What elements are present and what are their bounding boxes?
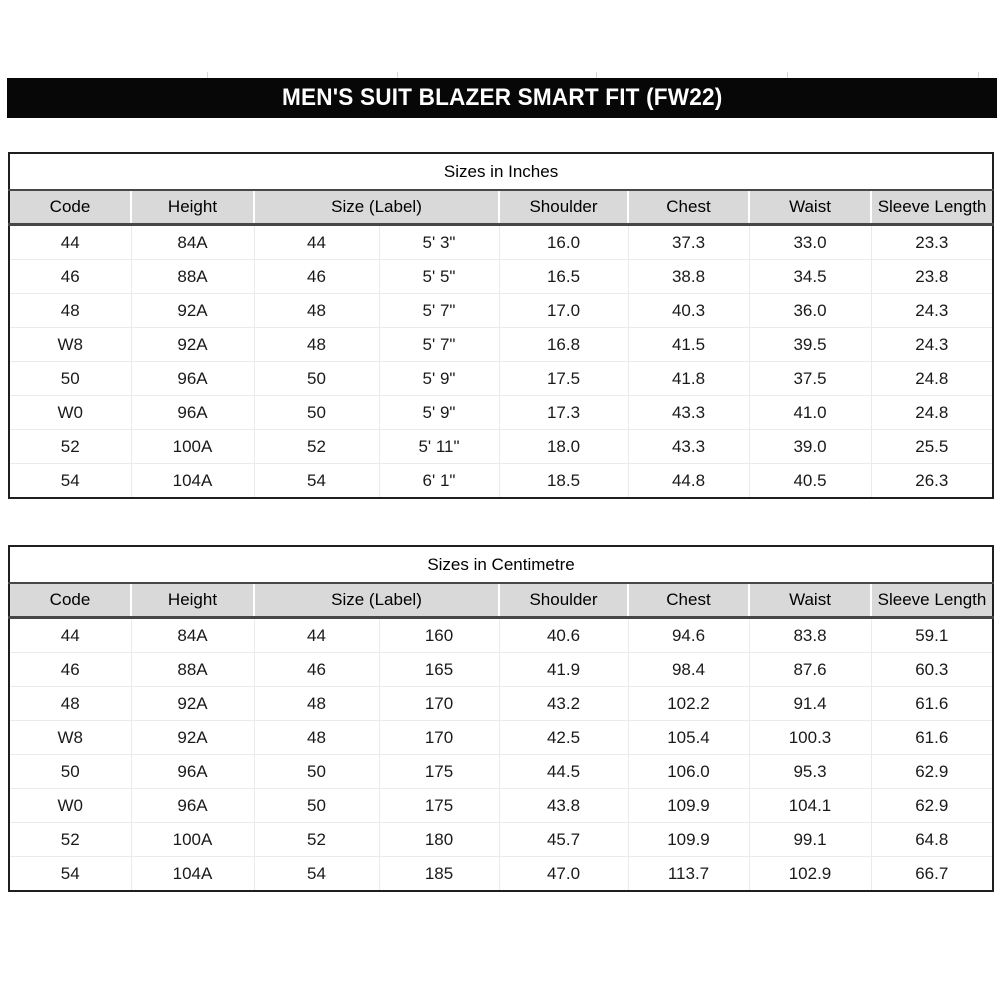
table-cell: 16.8 [499, 328, 628, 362]
table-cell: 39.5 [749, 328, 871, 362]
table-cell: 6' 1" [379, 464, 499, 499]
table-cell: 96A [131, 362, 254, 396]
table-cell: 52 [254, 823, 379, 857]
table-cell: 59.1 [871, 618, 993, 653]
table-cell: 104.1 [749, 789, 871, 823]
table-cell: 48 [254, 294, 379, 328]
table-cell: 50 [254, 396, 379, 430]
table-cell: 83.8 [749, 618, 871, 653]
table-title: Sizes in Centimetre [9, 546, 993, 583]
table-cell: 37.3 [628, 225, 749, 260]
table-cell: 96A [131, 755, 254, 789]
table-row [9, 653, 993, 687]
table-cell: 64.8 [871, 823, 993, 857]
table-cell: W0 [9, 789, 131, 823]
size-grid [8, 152, 994, 499]
table-cell: 91.4 [749, 687, 871, 721]
table-cell: 46 [9, 653, 131, 687]
table-cell: 43.2 [499, 687, 628, 721]
table-cell: 5' 5" [379, 260, 499, 294]
column-header-height: Height [131, 583, 254, 618]
table-cell: W8 [9, 721, 131, 755]
table-cell: 104A [131, 464, 254, 499]
table-cell: 100A [131, 430, 254, 464]
table-cell: 92A [131, 294, 254, 328]
table-cell: 61.6 [871, 721, 993, 755]
table-cell: 5' 7" [379, 294, 499, 328]
table-cell: 54 [9, 857, 131, 892]
table-cell: 52 [254, 430, 379, 464]
table-cell: 48 [9, 687, 131, 721]
size-grid [8, 545, 994, 892]
column-header-shoulder: Shoulder [499, 583, 628, 618]
table-cell: 5' 9" [379, 396, 499, 430]
table-cell: 36.0 [749, 294, 871, 328]
size-table-centimetre [8, 545, 992, 892]
table-cell: 41.9 [499, 653, 628, 687]
table-cell: 54 [9, 464, 131, 499]
table-cell: 25.5 [871, 430, 993, 464]
table-cell: 18.5 [499, 464, 628, 499]
table-cell: 88A [131, 260, 254, 294]
table-cell: 104A [131, 857, 254, 892]
table-cell: 46 [254, 260, 379, 294]
column-header-chest: Chest [628, 190, 749, 225]
table-cell: 45.7 [499, 823, 628, 857]
table-cell: 96A [131, 789, 254, 823]
table-cell: 38.8 [628, 260, 749, 294]
table-cell: 44.8 [628, 464, 749, 499]
table-cell: 5' 11" [379, 430, 499, 464]
table-cell: 17.5 [499, 362, 628, 396]
column-header-shoulder: Shoulder [499, 190, 628, 225]
table-cell: 92A [131, 687, 254, 721]
table-row [9, 260, 993, 294]
table-cell: 95.3 [749, 755, 871, 789]
table-cell: 52 [9, 430, 131, 464]
table-row [9, 294, 993, 328]
table-cell: W8 [9, 328, 131, 362]
table-cell: 185 [379, 857, 499, 892]
title-banner [7, 78, 997, 118]
table-cell: 24.8 [871, 396, 993, 430]
table-cell: 48 [254, 721, 379, 755]
table-cell: 88A [131, 653, 254, 687]
table-row [9, 755, 993, 789]
table-cell: 5' 7" [379, 328, 499, 362]
table-row [9, 687, 993, 721]
table-cell: 16.0 [499, 225, 628, 260]
column-header-height: Height [131, 190, 254, 225]
table-cell: 41.5 [628, 328, 749, 362]
size-table-inches [8, 152, 992, 499]
table-row [9, 362, 993, 396]
table-cell: 40.3 [628, 294, 749, 328]
table-cell: 24.3 [871, 328, 993, 362]
table-cell: 33.0 [749, 225, 871, 260]
table-cell: 5' 3" [379, 225, 499, 260]
table-cell: 44 [254, 618, 379, 653]
table-cell: 160 [379, 618, 499, 653]
table-cell: 46 [254, 653, 379, 687]
column-header-waist: Waist [749, 190, 871, 225]
table-cell: 26.3 [871, 464, 993, 499]
table-cell: 40.6 [499, 618, 628, 653]
table-cell: 50 [9, 362, 131, 396]
table-cell: 62.9 [871, 755, 993, 789]
table-cell: 98.4 [628, 653, 749, 687]
table-cell: 37.5 [749, 362, 871, 396]
column-header-code: Code [9, 190, 131, 225]
table-cell: 17.0 [499, 294, 628, 328]
column-header-size-label: Size (Label) [254, 190, 499, 225]
table-cell: 60.3 [871, 653, 993, 687]
table-cell: 62.9 [871, 789, 993, 823]
table-cell: 23.8 [871, 260, 993, 294]
column-header-sleeve-length: Sleeve Length [871, 583, 993, 618]
table-row [9, 430, 993, 464]
table-cell: 48 [254, 328, 379, 362]
table-cell: 92A [131, 721, 254, 755]
table-cell: 16.5 [499, 260, 628, 294]
table-cell: 165 [379, 653, 499, 687]
table-cell: 180 [379, 823, 499, 857]
table-row [9, 464, 993, 499]
table-cell: 99.1 [749, 823, 871, 857]
table-row [9, 225, 993, 260]
table-cell: 43.3 [628, 430, 749, 464]
table-cell: 43.8 [499, 789, 628, 823]
table-cell: 52 [9, 823, 131, 857]
table-cell: 54 [254, 464, 379, 499]
table-cell: 96A [131, 396, 254, 430]
table-cell: 175 [379, 789, 499, 823]
table-cell: 50 [9, 755, 131, 789]
table-cell: 47.0 [499, 857, 628, 892]
table-cell: 50 [254, 789, 379, 823]
table-cell: 5' 9" [379, 362, 499, 396]
table-cell: 18.0 [499, 430, 628, 464]
table-cell: 44 [9, 225, 131, 260]
table-cell: 24.8 [871, 362, 993, 396]
table-cell: 48 [9, 294, 131, 328]
table-row [9, 823, 993, 857]
table-cell: 41.0 [749, 396, 871, 430]
table-cell: 109.9 [628, 823, 749, 857]
table-cell: 17.3 [499, 396, 628, 430]
table-cell: 102.2 [628, 687, 749, 721]
table-cell: 175 [379, 755, 499, 789]
table-cell: 24.3 [871, 294, 993, 328]
table-cell: 92A [131, 328, 254, 362]
table-cell: 50 [254, 755, 379, 789]
table-row [9, 721, 993, 755]
column-header-size-label: Size (Label) [254, 583, 499, 618]
table-cell: 46 [9, 260, 131, 294]
table-row [9, 857, 993, 892]
table-cell: 44 [254, 225, 379, 260]
table-cell: 66.7 [871, 857, 993, 892]
table-cell: 109.9 [628, 789, 749, 823]
table-cell: 50 [254, 362, 379, 396]
table-cell: 48 [254, 687, 379, 721]
table-row [9, 396, 993, 430]
table-cell: 106.0 [628, 755, 749, 789]
table-cell: 43.3 [628, 396, 749, 430]
table-row [9, 618, 993, 653]
table-cell: 61.6 [871, 687, 993, 721]
table-cell: 54 [254, 857, 379, 892]
table-cell: 105.4 [628, 721, 749, 755]
table-row [9, 328, 993, 362]
table-row [9, 789, 993, 823]
table-cell: 40.5 [749, 464, 871, 499]
table-cell: 100.3 [749, 721, 871, 755]
table-cell: 87.6 [749, 653, 871, 687]
table-title: Sizes in Inches [9, 153, 993, 190]
table-cell: 23.3 [871, 225, 993, 260]
table-cell: 84A [131, 225, 254, 260]
column-header-sleeve-length: Sleeve Length [871, 190, 993, 225]
column-header-waist: Waist [749, 583, 871, 618]
table-cell: 100A [131, 823, 254, 857]
table-cell: 113.7 [628, 857, 749, 892]
table-cell: 39.0 [749, 430, 871, 464]
table-cell: 170 [379, 687, 499, 721]
column-header-code: Code [9, 583, 131, 618]
table-cell: 34.5 [749, 260, 871, 294]
table-cell: 94.6 [628, 618, 749, 653]
table-cell: 42.5 [499, 721, 628, 755]
table-cell: 84A [131, 618, 254, 653]
column-header-chest: Chest [628, 583, 749, 618]
table-cell: 170 [379, 721, 499, 755]
table-cell: 41.8 [628, 362, 749, 396]
table-cell: 44.5 [499, 755, 628, 789]
table-cell: 44 [9, 618, 131, 653]
page-title: MEN'S SUIT BLAZER SMART FIT (FW22) [281, 84, 723, 111]
table-cell: 102.9 [749, 857, 871, 892]
table-cell: W0 [9, 396, 131, 430]
